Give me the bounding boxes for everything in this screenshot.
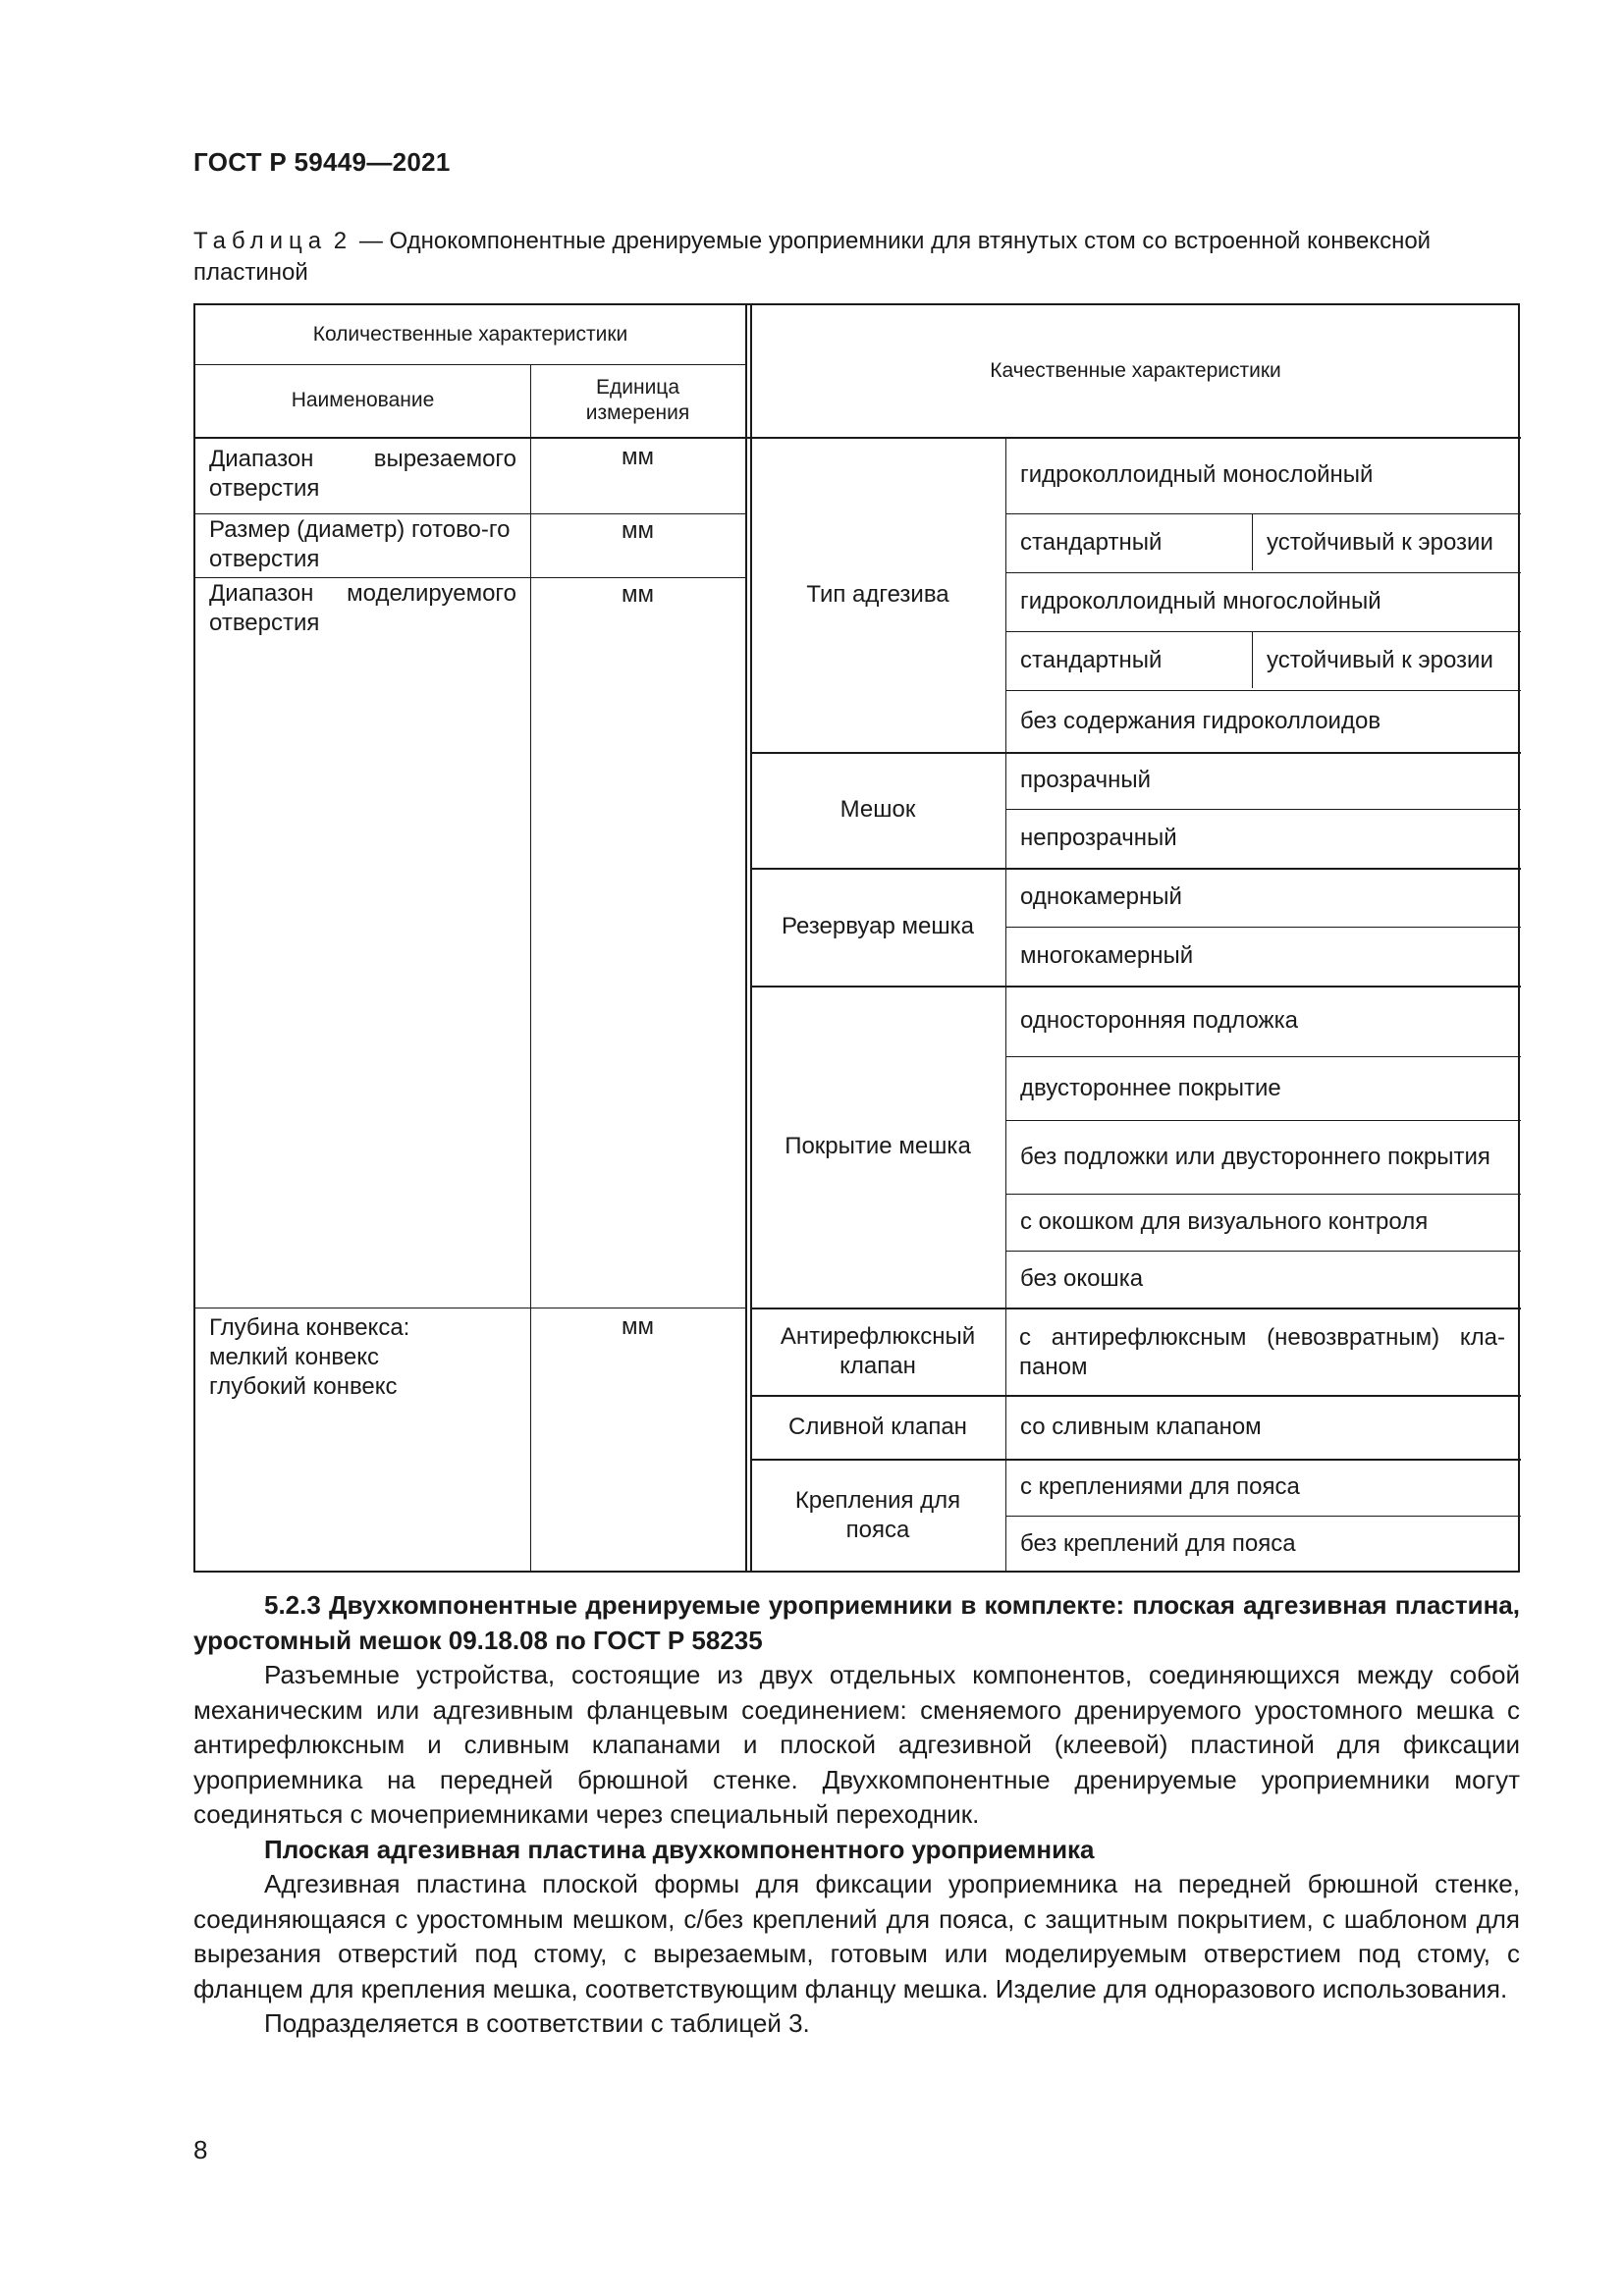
table-caption <box>193 226 1519 289</box>
paragraph: Разъемные устройства, состоящие из двух отдельных компонентов, соединяющихся между собой механическим или адгезивным фланцевым соединением: сменяемого дренируемого уростомного мешка с антирефлюксным и сливным клапанами и плоской адгезивной (клеевой) пластиной для фиксации уроприемника на передней брюшной стенке. Двухкомпонентные дренируемые уроприемники могут соединяться с мочеприемниками через специальный переходник. <box>193 1660 1520 1829</box>
value-cell: односторонняя подложка <box>1020 1007 1298 1034</box>
paragraph: Адгезивная пластина плоской формы для фиксации уроприемника на передней брюшной стенке, соединяющаяся с уростомным мешком, с/без креплений для пояса, с защитным покрытием, с шаблоном для вырезания отверстий под стому, с вырезаемым, готовым или моделируемым отверстием под стому, с фланцем для крепления мешка, соответствующим фланцу мешка. Изделие для одноразового использования. <box>193 1869 1520 2003</box>
value-cell: стандартный <box>1020 529 1163 556</box>
value-cell: с креплениями для пояса <box>1020 1473 1300 1500</box>
value-cell: с антирефлюксным (невозвратным) кла-паном <box>1019 1324 1505 1380</box>
value-cell: стандартный <box>1020 647 1163 673</box>
table-caption-label: Таблица <box>193 228 328 254</box>
group-adhesive-type: Тип адгезива <box>806 580 949 608</box>
quant-row-unit: мм <box>622 581 654 608</box>
section-heading: 5.2.3 Двухкомпонентные дренируемые уроприемники в комплекте: плоская адгезивная пластина, уростомный мешок 09.18.08 по ГОСТ Р 58235 <box>193 1590 1520 1655</box>
header-quantitative: Количественные характеристики <box>312 323 628 346</box>
quant-row-name: Диапазон вырезаемого отверстия <box>209 446 516 502</box>
value-cell: со сливным клапаном <box>1020 1413 1262 1440</box>
group-belt-fasteners: Крепления для пояса <box>794 1486 961 1543</box>
value-cell: без содержания гидроколлоидов <box>1020 707 1381 734</box>
table-caption-number: 2 <box>333 228 353 254</box>
value-cell: без креплений для пояса <box>1020 1529 1296 1557</box>
value-cell: непрозрачный <box>1020 825 1177 851</box>
paragraph: Подразделяется в соответствии с таблицей 3. <box>264 2008 810 2038</box>
header-unit: Единица измерения <box>585 376 690 424</box>
quant-row-unit: мм <box>622 444 654 470</box>
value-cell: с окошком для визуального контроля <box>1020 1208 1429 1235</box>
table-caption-text: — Однокомпонентные дренируемые уроприемники для втянутых стом со встроенной конвексной пластиной <box>193 228 1432 286</box>
group-antireflux-valve: Антирефлюксный клапан <box>780 1322 976 1379</box>
quant-row-unit: мм <box>622 517 654 544</box>
value-cell: многокамерный <box>1020 942 1194 969</box>
quant-row-unit: мм <box>622 1313 654 1340</box>
value-cell: гидроколлоидный монослойный <box>1020 461 1374 488</box>
value-cell: прозрачный <box>1020 767 1152 793</box>
value-cell: однокамерный <box>1020 883 1182 910</box>
quant-row-name: Глубина конвекса: мелкий конвекс глубокий конвекс <box>209 1314 410 1400</box>
group-bag-cover: Покрытие мешка <box>785 1133 971 1159</box>
page-number: 8 <box>193 2135 208 2164</box>
value-cell: устойчивый к эрозии <box>1267 529 1493 556</box>
value-cell: гидроколлоидный многослойный <box>1020 588 1381 614</box>
group-drain-valve: Сливной клапан <box>788 1413 967 1440</box>
value-cell: без подложки или двустороннего покрытия <box>1020 1143 1490 1170</box>
document-id-header: ГОСТ Р 59449—2021 <box>193 147 451 177</box>
header-qualitative: Качественные характеристики <box>990 359 1281 382</box>
group-bag-reservoir: Резервуар мешка <box>782 913 974 939</box>
group-bag: Мешок <box>839 796 916 823</box>
value-cell: без окошка <box>1020 1265 1144 1292</box>
subheading: Плоская адгезивная пластина двухкомпонентного уроприемника <box>264 1834 1095 1864</box>
body-text <box>193 1588 1520 2042</box>
value-cell: двустороннее покрытие <box>1020 1074 1281 1101</box>
value-cell: устойчивый к эрозии <box>1267 647 1493 673</box>
header-name: Наименование <box>291 389 435 411</box>
quant-row-name: Диапазон моделируемого отверстия <box>209 580 516 636</box>
quant-row-name: Размер (диаметр) готово-го отверстия <box>209 516 511 572</box>
characteristics-table <box>193 303 1520 1573</box>
